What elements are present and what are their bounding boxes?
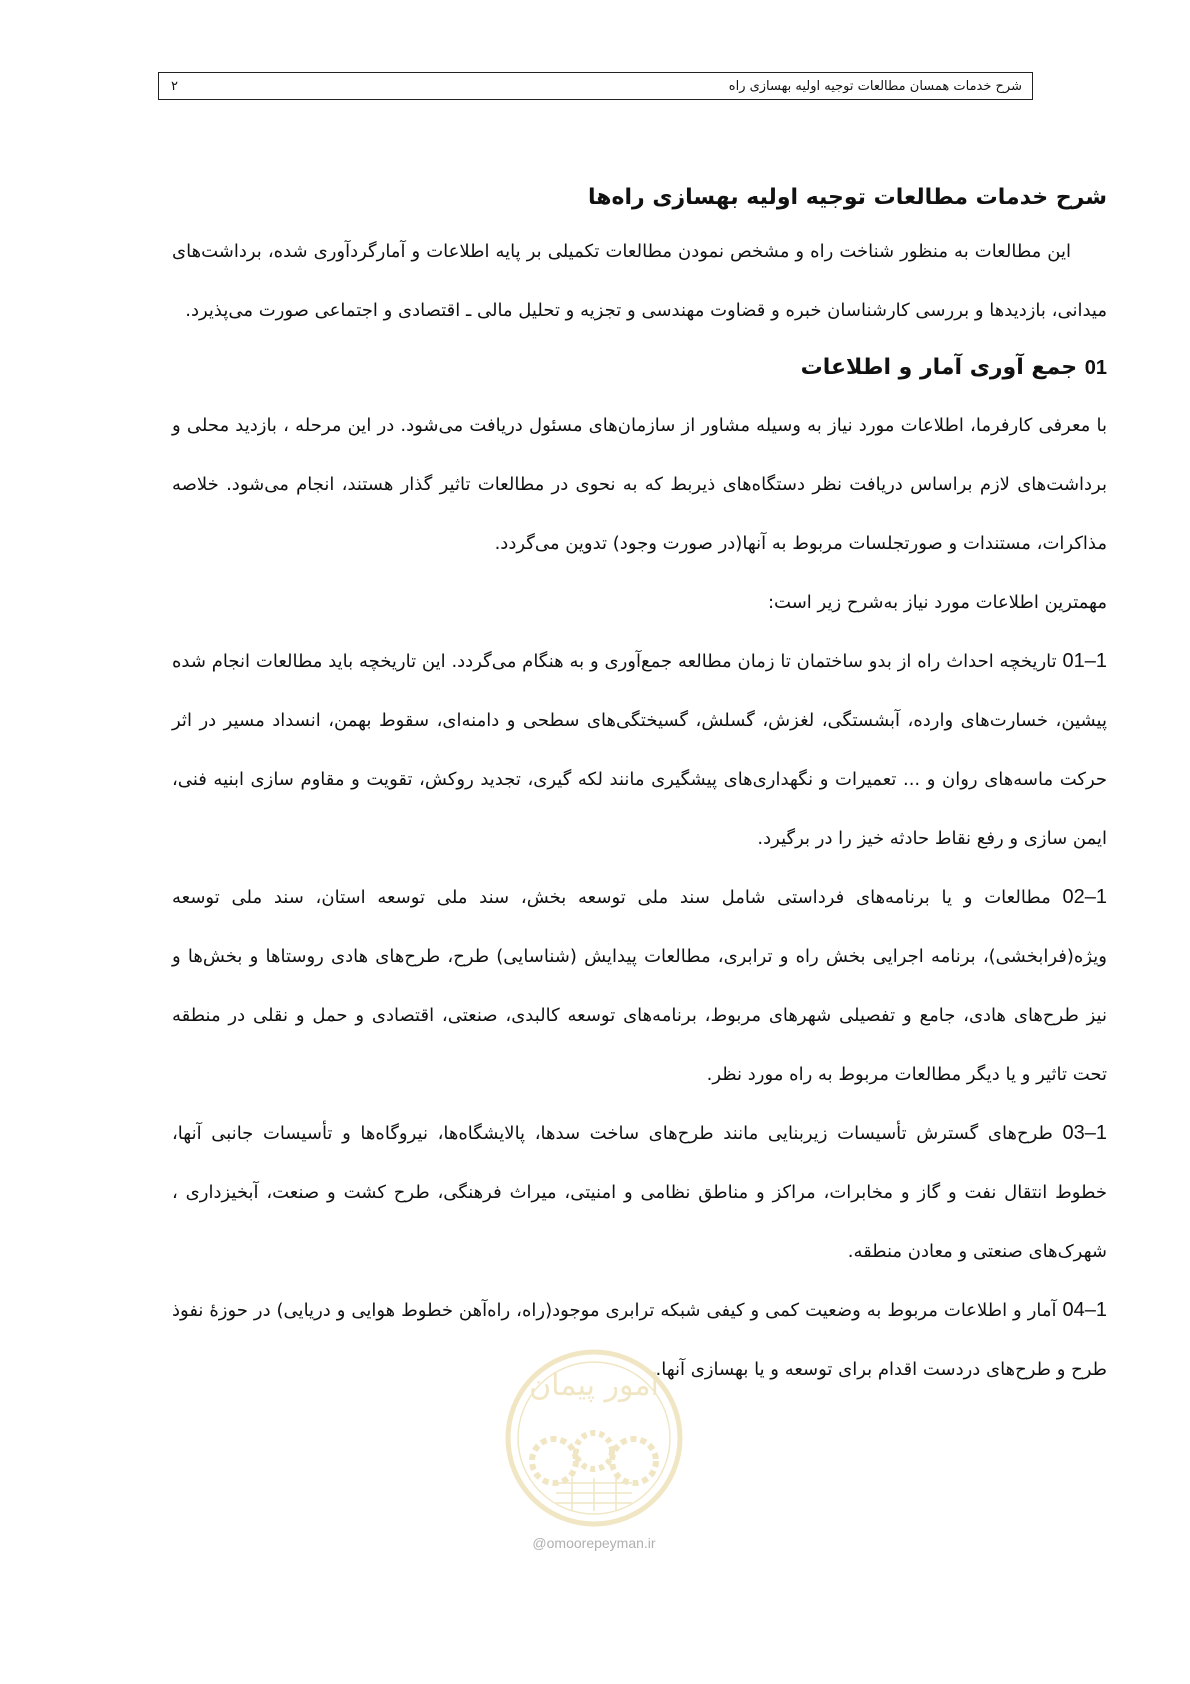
- intro-paragraph: این مطالعات به منظور شناخت راه و مشخص نمودن مطالعات تکمیلی بر پایه اطلاعات و آمارگردآوری شده، برداشت‌های میدانی، بازدیدها و بررسی کارشناسان خبره و قضاوت مهندسی و تجزیه و تحلیل مالی ـ اقتصادی و اجتماعی صورت می‌پذیرد.: [172, 241, 1107, 321]
- item-number: 1–03: [1062, 1122, 1107, 1144]
- item-text: طرح‌های گسترش تأسیسات زیربنایی مانند طرح‌های ساخت سدها، پالایشگاه‌ها، نیروگاه‌ها و تأسیسات جانبی آنها، خطوط انتقال نفت و گاز و مخابرات، مراکز و مناطق نظامی و امنیتی، میراث فرهنگی، طرح کشت و صنعت، آبخیزداری ، شهرک‌های صنعتی و معادن منطقه.: [172, 1123, 1107, 1262]
- page-header: [158, 72, 1033, 100]
- page-number: ۲: [171, 78, 178, 94]
- document-body: [172, 180, 1107, 1399]
- item-number: 1–04: [1062, 1299, 1107, 1321]
- list-intro: مهمترین اطلاعات مورد نیاز به‌شرح زیر است:: [767, 592, 1107, 613]
- list-item-1-02: [172, 868, 1107, 1104]
- list-item-1-04: [172, 1281, 1107, 1399]
- watermark-url: @omoorepeyman.ir: [532, 1535, 656, 1551]
- item-text: آمار و اطلاعات مربوط به وضعیت کمی و کیفی شبکه ترابری موجود(راه، راه‌آهن خطوط هوایی و دریایی) در حوزهٔ نفوذ طرح و طرح‌های دردست اقدام برای توسعه و یا بهسازی آنها.: [172, 1300, 1107, 1380]
- section-heading: [172, 340, 1107, 396]
- watermark-logo-text: امور پیمان: [529, 1368, 659, 1403]
- section-title: جمع آوری آمار و اطلاعات: [800, 355, 1078, 380]
- document-title: شرح خدمات مطالعات توجیه اولیه بهسازی راه‌ها: [587, 185, 1107, 210]
- list-item-1-01: [172, 632, 1107, 868]
- item-text: تاریخچه احداث راه از بدو ساختمان تا زمان مطالعه جمع‌آوری و به هنگام می‌گردد. این تاریخچه باید مطالعات انجام شده پیشین، خسارت‌های وارده، آبشستگی، لغزش، گسلش، گسیختگی‌های سطحی و دامنه‌ای، سقوط بهمن، انسداد مسیر در اثر حرکت ماسه‌های روان و ... تعمیرات و نگهداری‌های پیشگیری مانند لکه گیری، تجدید روکش، تقویت و مقاوم سازی ابنیه فنی، ایمن سازی و رفع نقاط حادثه خیز را در برگیرد.: [172, 651, 1107, 849]
- section-body: با معرفی کارفرما، اطلاعات مورد نیاز به وسیله مشاور از سازمان‌های مسئول دریافت می‌شود. در این مرحله ، بازدید محلی و برداشت‌های لازم براساس دریافت نظر دستگاه‌های ذیربط که به نحوی در مطالعات تاثیر گذار هستند، انجام می‌شود. خلاصه مذاکرات، مستندات و صورتجلسات مربوط به آنها(در صورت وجود) تدوین می‌گردد.: [172, 415, 1107, 554]
- item-text: مطالعات و یا برنامه‌های فرداستی شامل سند ملی توسعه بخش، سند ملی توسعه استان، سند ملی توسعه ویژه(فرابخشی)، برنامه اجرایی بخش راه و ترابری، مطالعات پیدایش (شناسایی) طرح، طرح‌های هادی روستاها و بخش‌ها و نیز طرح‌های هادی، جامع و تفصیلی شهرهای مربوط، برنامه‌های توسعه کالبدی، صنعتی، اقتصادی و حمل و نقلی در منطقه تحت تاثیر و یا دیگر مطالعات مربوط به راه مورد نظر.: [172, 887, 1107, 1085]
- item-number: 1–02: [1062, 886, 1107, 908]
- section-number: 01: [1084, 357, 1107, 379]
- running-title: شرح خدمات همسان مطالعات توجیه اولیه بهسازی راه: [728, 78, 1022, 94]
- list-item-1-03: [172, 1104, 1107, 1281]
- item-number: 1–01: [1062, 650, 1107, 672]
